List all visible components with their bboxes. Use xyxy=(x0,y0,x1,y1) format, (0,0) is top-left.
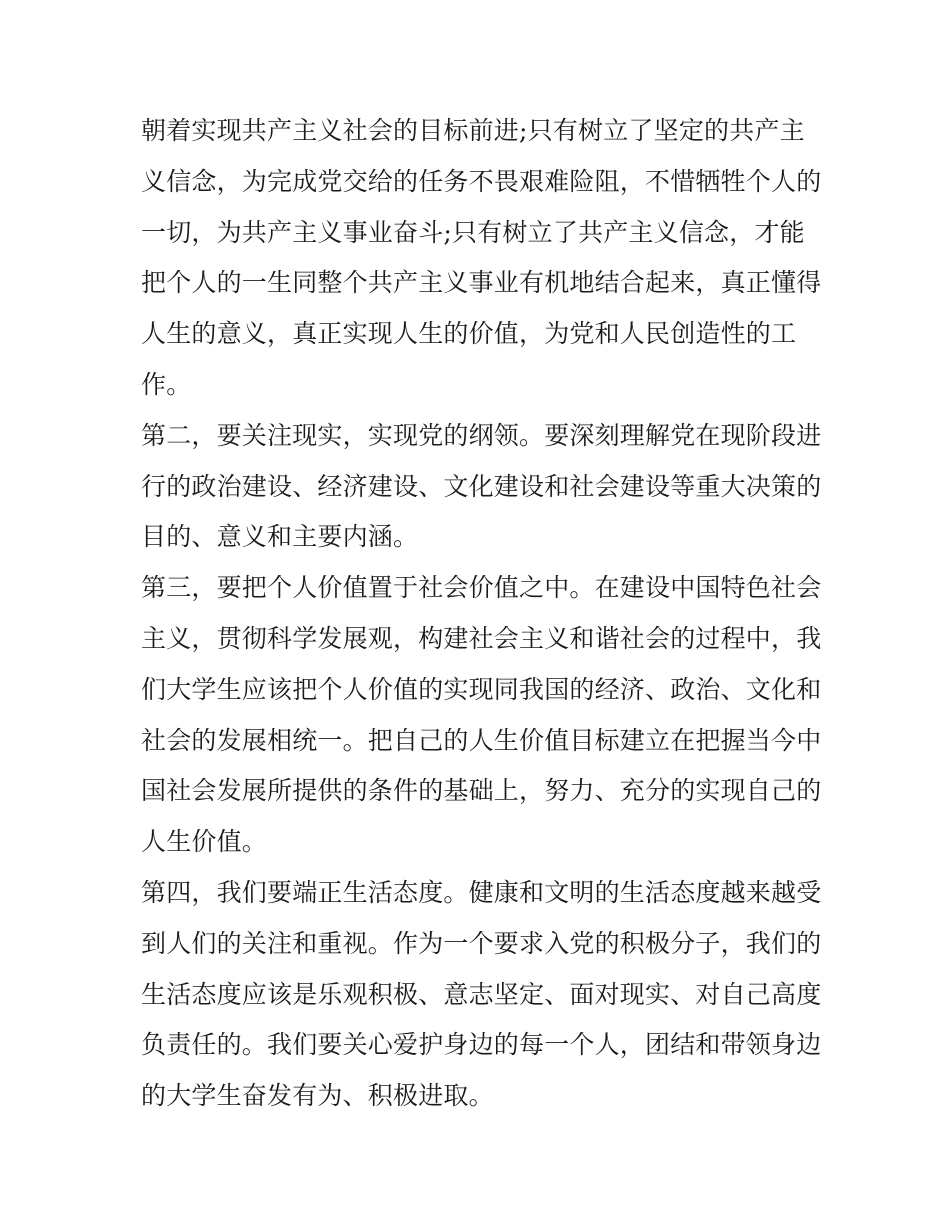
text-line: 一切，为共产主义事业奋斗;只有树立了共产主义信念，才能 xyxy=(141,217,805,247)
text-line: 国社会发展所提供的条件的基础上，努力、充分的实现自己的 xyxy=(141,776,822,806)
text-line: 作。 xyxy=(141,369,192,399)
text-line: 义信念，为完成党交给的任务不畏艰难险阻，不惜牺牲个人的 xyxy=(141,166,822,196)
text-line: 人生的意义，真正实现人生的价值，为党和人民创造性的工 xyxy=(141,319,797,349)
text-line: 行的政治建设、经济建设、文化建设和社会建设等重大决策的 xyxy=(141,471,822,501)
document-body xyxy=(141,106,821,1122)
text-line: 第三，要把个人价值置于社会价值之中。在建设中国特色社会 xyxy=(141,573,822,603)
text-line: 第四，我们要端正生活态度。健康和文明的生活态度越来越受 xyxy=(141,877,822,907)
text-line: 主义，贯彻科学发展观，构建社会主义和谐社会的过程中，我 xyxy=(141,623,822,653)
text-line: 朝着实现共产主义社会的目标前进;只有树立了坚定的共产主 xyxy=(141,116,805,145)
text-line: 把个人的一生同整个共产主义事业有机地结合起来，真正懂得 xyxy=(141,268,822,298)
text-line: 第二，要关注现实，实现党的纲领。要深刻理解党在现阶段进 xyxy=(141,420,822,450)
text-line: 生活态度应该是乐观积极、意志坚定、面对现实、对自己高度 xyxy=(141,979,822,1009)
text-line: 社会的发展相统一。把自己的人生价值目标建立在把握当今中 xyxy=(141,725,822,755)
text-line: 目的、意义和主要内涵。 xyxy=(141,522,419,552)
text-line: 到人们的关注和重视。作为一个要求入党的积极分子，我们的 xyxy=(141,928,822,958)
text-line: 负责任的。我们要关心爱护身边的每一个人，团结和带领身边 xyxy=(141,1030,822,1060)
text-line: 人生价值。 xyxy=(141,827,268,857)
text-line: 们大学生应该把个人价值的实现同我国的经济、政治、文化和 xyxy=(141,674,822,704)
text-line: 的大学生奋发有为、积极进取。 xyxy=(141,1081,494,1111)
